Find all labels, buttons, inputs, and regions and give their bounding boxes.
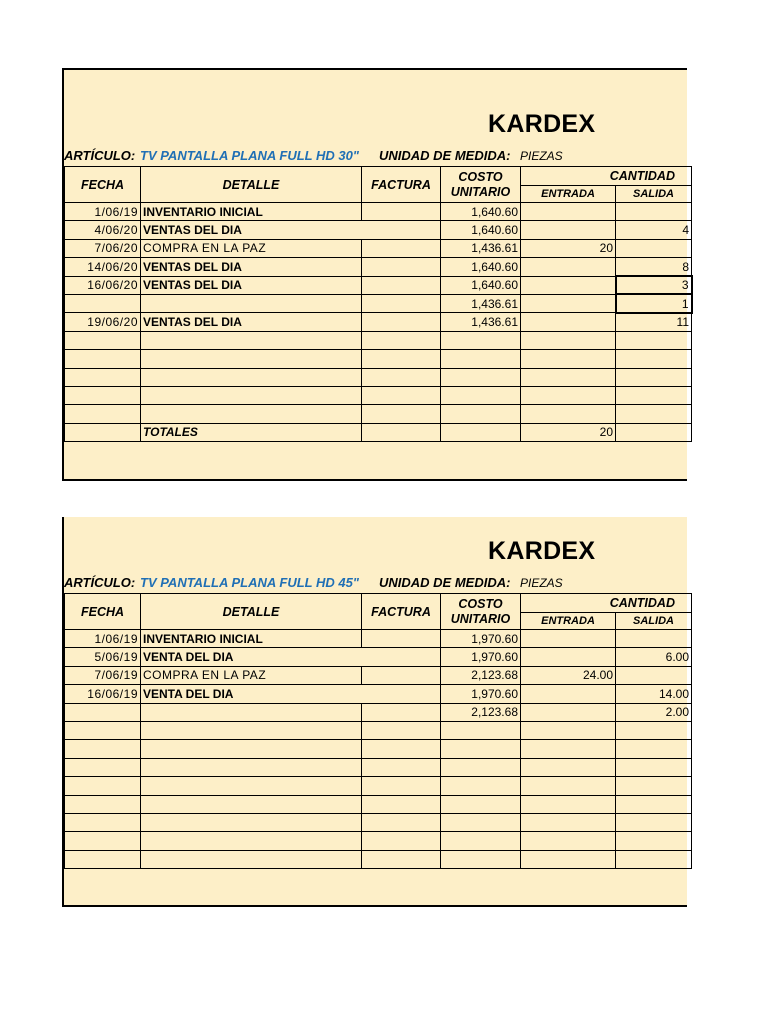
table-row xyxy=(65,832,692,850)
cell-detalle[interactable]: VENTA DEL DIA xyxy=(141,648,362,666)
header-salida: SALIDA xyxy=(616,186,692,203)
cell-entrada[interactable] xyxy=(521,740,616,758)
cell-costo[interactable] xyxy=(441,795,521,813)
cell-fecha[interactable]: 7/06/20 xyxy=(65,239,141,257)
cell-fecha[interactable] xyxy=(65,740,141,758)
table-row xyxy=(65,276,692,294)
cell-factura[interactable] xyxy=(362,203,441,221)
cell-entrada[interactable] xyxy=(521,386,616,404)
cell-detalle[interactable]: VENTA DEL DIA xyxy=(141,685,362,703)
header-costo-unitario xyxy=(441,167,521,203)
cell-salida[interactable]: 11 xyxy=(616,313,692,331)
articulo-value[interactable]: TV PANTALLA PLANA FULL HD 45" xyxy=(140,575,359,590)
cell-salida[interactable] xyxy=(616,740,692,758)
cell-detalle[interactable] xyxy=(141,777,362,795)
cell-costo[interactable] xyxy=(441,813,521,831)
cell-factura[interactable] xyxy=(362,368,441,386)
cell-factura[interactable] xyxy=(362,703,441,721)
cell-detalle[interactable] xyxy=(141,850,362,868)
header-costo-line1: COSTO xyxy=(458,596,503,611)
cell-detalle[interactable] xyxy=(141,386,362,404)
totals-salida[interactable] xyxy=(616,423,692,441)
cell-fecha[interactable] xyxy=(65,832,141,850)
cell-entrada[interactable] xyxy=(521,832,616,850)
header-detalle: DETALLE xyxy=(141,594,362,630)
table-row xyxy=(65,648,692,666)
cell-fecha[interactable] xyxy=(65,423,141,441)
table-row xyxy=(65,313,692,331)
cell-detalle[interactable]: VENTAS DEL DIA xyxy=(141,258,362,276)
cell-salida[interactable] xyxy=(616,666,692,684)
cell-factura[interactable] xyxy=(362,294,441,312)
table-row xyxy=(65,405,692,423)
cell-factura[interactable] xyxy=(362,423,441,441)
cell-entrada[interactable]: 24.00 xyxy=(521,666,616,684)
header-fecha: FECHA xyxy=(65,594,141,630)
table-row xyxy=(65,685,692,703)
cell-detalle[interactable] xyxy=(141,813,362,831)
cell-factura[interactable] xyxy=(362,832,441,850)
cell-costo[interactable]: 1,640.60 xyxy=(441,276,521,294)
cell-factura[interactable] xyxy=(362,276,441,294)
cell-factura[interactable] xyxy=(362,777,441,795)
cell-entrada[interactable] xyxy=(521,685,616,703)
cell-factura[interactable] xyxy=(362,740,441,758)
cell-costo[interactable] xyxy=(441,740,521,758)
cell-entrada[interactable]: 20 xyxy=(521,239,616,257)
sheet-title: KARDEX xyxy=(488,537,596,565)
cell-entrada[interactable] xyxy=(521,313,616,331)
table-row xyxy=(65,350,692,368)
header-factura: FACTURA xyxy=(362,167,441,203)
table-row xyxy=(65,203,692,221)
cell-detalle[interactable] xyxy=(141,350,362,368)
cell-costo[interactable] xyxy=(441,331,521,349)
table-row xyxy=(65,703,692,721)
table-row xyxy=(65,221,692,239)
cell-factura[interactable] xyxy=(362,313,441,331)
cell-detalle[interactable]: INVENTARIO INICIAL xyxy=(141,203,362,221)
cell-costo[interactable] xyxy=(441,423,521,441)
cell-fecha[interactable] xyxy=(65,350,141,368)
table-row xyxy=(65,777,692,795)
cell-fecha[interactable]: 5/06/19 xyxy=(65,648,141,666)
table-row xyxy=(65,850,692,868)
cell-entrada[interactable] xyxy=(521,795,616,813)
cell-costo[interactable]: 1,436.61 xyxy=(441,239,521,257)
articulo-value[interactable]: TV PANTALLA PLANA FULL HD 30" xyxy=(140,148,359,163)
cell-costo[interactable] xyxy=(441,721,521,739)
cell-fecha[interactable]: 16/06/19 xyxy=(65,685,141,703)
cell-salida[interactable] xyxy=(616,832,692,850)
cell-detalle[interactable] xyxy=(141,331,362,349)
cell-fecha[interactable] xyxy=(65,850,141,868)
totals-row xyxy=(65,423,692,441)
cell-costo[interactable]: 1,436.61 xyxy=(441,294,521,312)
cell-costo[interactable]: 1,970.60 xyxy=(441,685,521,703)
cell-factura[interactable] xyxy=(362,258,441,276)
cell-fecha[interactable]: 1/06/19 xyxy=(65,630,141,648)
cell-fecha[interactable]: 14/06/20 xyxy=(65,258,141,276)
cell-costo[interactable]: 2,123.68 xyxy=(441,666,521,684)
table-row xyxy=(65,813,692,831)
table-row xyxy=(65,294,692,312)
kardex-table xyxy=(64,166,693,442)
cell-costo[interactable] xyxy=(441,405,521,423)
cell-entrada[interactable] xyxy=(521,758,616,776)
cell-salida[interactable]: 8 xyxy=(616,258,692,276)
totals-label: TOTALES xyxy=(141,423,362,441)
cell-detalle[interactable] xyxy=(141,832,362,850)
cell-costo[interactable]: 1,640.60 xyxy=(441,221,521,239)
table-row xyxy=(65,666,692,684)
cell-entrada[interactable] xyxy=(521,405,616,423)
cell-salida[interactable] xyxy=(616,405,692,423)
cell-entrada[interactable] xyxy=(521,203,616,221)
kardex-sheet-1 xyxy=(62,68,687,481)
cell-costo[interactable] xyxy=(441,850,521,868)
cell-costo[interactable]: 1,970.60 xyxy=(441,630,521,648)
cell-factura[interactable] xyxy=(362,331,441,349)
cell-fecha[interactable] xyxy=(65,405,141,423)
cell-fecha[interactable] xyxy=(65,294,141,312)
cell-costo[interactable] xyxy=(441,350,521,368)
cell-salida[interactable] xyxy=(616,795,692,813)
table-row xyxy=(65,630,692,648)
cell-entrada[interactable] xyxy=(521,813,616,831)
table-row xyxy=(65,239,692,257)
cell-costo[interactable] xyxy=(441,368,521,386)
cell-fecha[interactable] xyxy=(65,777,141,795)
cell-costo[interactable]: 1,436.61 xyxy=(441,313,521,331)
cell-entrada[interactable] xyxy=(521,368,616,386)
cell-factura[interactable] xyxy=(362,405,441,423)
cell-entrada[interactable] xyxy=(521,630,616,648)
cell-salida[interactable] xyxy=(616,777,692,795)
table-row xyxy=(65,386,692,404)
cell-entrada[interactable] xyxy=(521,703,616,721)
cell-detalle[interactable]: COMPRA EN LA PAZ xyxy=(141,239,362,257)
cell-factura[interactable] xyxy=(362,221,441,239)
cell-factura[interactable] xyxy=(362,685,441,703)
header-factura: FACTURA xyxy=(362,594,441,630)
unidad-label: UNIDAD DE MEDIDA: xyxy=(379,148,511,163)
cell-costo[interactable] xyxy=(441,832,521,850)
cell-detalle[interactable] xyxy=(141,294,362,312)
cell-factura[interactable] xyxy=(362,350,441,368)
cell-salida[interactable]: 3 xyxy=(616,276,692,294)
cell-factura[interactable] xyxy=(362,813,441,831)
cell-factura[interactable] xyxy=(362,795,441,813)
cell-factura[interactable] xyxy=(362,758,441,776)
cell-factura[interactable] xyxy=(362,721,441,739)
cell-fecha[interactable] xyxy=(65,758,141,776)
cell-costo[interactable] xyxy=(441,386,521,404)
cell-costo[interactable] xyxy=(441,758,521,776)
totals-entrada[interactable]: 20 xyxy=(521,423,616,441)
cell-entrada[interactable] xyxy=(521,777,616,795)
cell-fecha[interactable] xyxy=(65,331,141,349)
cell-salida[interactable] xyxy=(616,368,692,386)
cell-entrada[interactable] xyxy=(521,648,616,666)
cell-fecha[interactable]: 4/06/20 xyxy=(65,221,141,239)
cell-fecha[interactable] xyxy=(65,721,141,739)
cell-entrada[interactable] xyxy=(521,350,616,368)
cell-fecha[interactable]: 19/06/20 xyxy=(65,313,141,331)
cell-costo[interactable]: 1,640.60 xyxy=(441,258,521,276)
unidad-label: UNIDAD DE MEDIDA: xyxy=(379,575,511,590)
header-cantidad: CANTIDAD xyxy=(521,594,692,613)
unidad-value[interactable]: PIEZAS xyxy=(520,149,563,163)
cell-detalle[interactable] xyxy=(141,795,362,813)
table-row xyxy=(65,258,692,276)
cell-fecha[interactable] xyxy=(65,386,141,404)
table-row xyxy=(65,368,692,386)
cell-detalle[interactable]: INVENTARIO INICIAL xyxy=(141,630,362,648)
header-entrada: ENTRADA xyxy=(521,186,616,203)
cell-salida[interactable] xyxy=(616,331,692,349)
cell-salida[interactable] xyxy=(616,203,692,221)
cell-entrada[interactable] xyxy=(521,276,616,294)
header-costo-unitario xyxy=(441,594,521,630)
cell-detalle[interactable] xyxy=(141,368,362,386)
articulo-label: ARTÍCULO: xyxy=(64,148,136,163)
cell-entrada[interactable] xyxy=(521,850,616,868)
cell-entrada[interactable] xyxy=(521,221,616,239)
header-detalle: DETALLE xyxy=(141,167,362,203)
cell-salida[interactable] xyxy=(616,850,692,868)
kardex-table xyxy=(64,593,692,869)
cell-costo[interactable]: 1,970.60 xyxy=(441,648,521,666)
cell-entrada[interactable] xyxy=(521,294,616,312)
cell-entrada[interactable] xyxy=(521,721,616,739)
cell-salida[interactable]: 14.00 xyxy=(616,685,692,703)
cell-factura[interactable] xyxy=(362,239,441,257)
cell-fecha[interactable] xyxy=(65,703,141,721)
cell-fecha[interactable] xyxy=(65,813,141,831)
cell-factura[interactable] xyxy=(362,648,441,666)
header-fecha: FECHA xyxy=(65,167,141,203)
header-salida: SALIDA xyxy=(616,613,692,630)
cell-salida[interactable] xyxy=(616,239,692,257)
table-row xyxy=(65,740,692,758)
cell-detalle[interactable] xyxy=(141,721,362,739)
cell-detalle[interactable]: COMPRA EN LA PAZ xyxy=(141,666,362,684)
cell-costo[interactable]: 1,640.60 xyxy=(441,203,521,221)
cell-fecha[interactable] xyxy=(65,795,141,813)
table-row xyxy=(65,795,692,813)
cell-costo[interactable]: 2,123.68 xyxy=(441,703,521,721)
cell-salida[interactable] xyxy=(616,386,692,404)
table-row xyxy=(65,331,692,349)
cell-fecha[interactable]: 1/06/19 xyxy=(65,203,141,221)
cell-detalle[interactable] xyxy=(141,405,362,423)
cell-detalle[interactable] xyxy=(141,758,362,776)
cell-salida[interactable] xyxy=(616,758,692,776)
cell-detalle[interactable]: VENTAS DEL DIA xyxy=(141,221,362,239)
cell-costo[interactable] xyxy=(441,777,521,795)
cell-salida[interactable]: 6.00 xyxy=(616,648,692,666)
cell-salida[interactable]: 1 xyxy=(616,294,692,312)
cell-factura[interactable] xyxy=(362,850,441,868)
table-row xyxy=(65,758,692,776)
header-cantidad: CANTIDAD xyxy=(521,167,692,186)
articulo-label: ARTÍCULO: xyxy=(64,575,136,590)
cell-factura[interactable] xyxy=(362,386,441,404)
sheet-title: KARDEX xyxy=(488,110,596,138)
cell-entrada[interactable] xyxy=(521,258,616,276)
header-costo-line2: UNITARIO xyxy=(450,611,511,626)
cell-salida[interactable] xyxy=(616,721,692,739)
cell-salida[interactable]: 2.00 xyxy=(616,703,692,721)
cell-factura[interactable] xyxy=(362,666,441,684)
header-entrada: ENTRADA xyxy=(521,613,616,630)
unidad-value[interactable]: PIEZAS xyxy=(520,576,563,590)
cell-detalle[interactable] xyxy=(141,703,362,721)
table-row xyxy=(65,721,692,739)
cell-detalle[interactable]: VENTAS DEL DIA xyxy=(141,276,362,294)
cell-salida[interactable] xyxy=(616,350,692,368)
cell-detalle[interactable] xyxy=(141,740,362,758)
cell-factura[interactable] xyxy=(362,630,441,648)
cell-entrada[interactable] xyxy=(521,331,616,349)
cell-salida[interactable] xyxy=(616,630,692,648)
cell-fecha[interactable] xyxy=(65,368,141,386)
cell-salida[interactable] xyxy=(616,813,692,831)
header-costo-line1: COSTO xyxy=(458,169,503,184)
cell-fecha[interactable]: 7/06/19 xyxy=(65,666,141,684)
cell-detalle[interactable]: VENTAS DEL DIA xyxy=(141,313,362,331)
cell-salida[interactable]: 4 xyxy=(616,221,692,239)
header-costo-line2: UNITARIO xyxy=(450,184,511,199)
cell-fecha[interactable]: 16/06/20 xyxy=(65,276,141,294)
kardex-sheet-2 xyxy=(62,517,687,907)
